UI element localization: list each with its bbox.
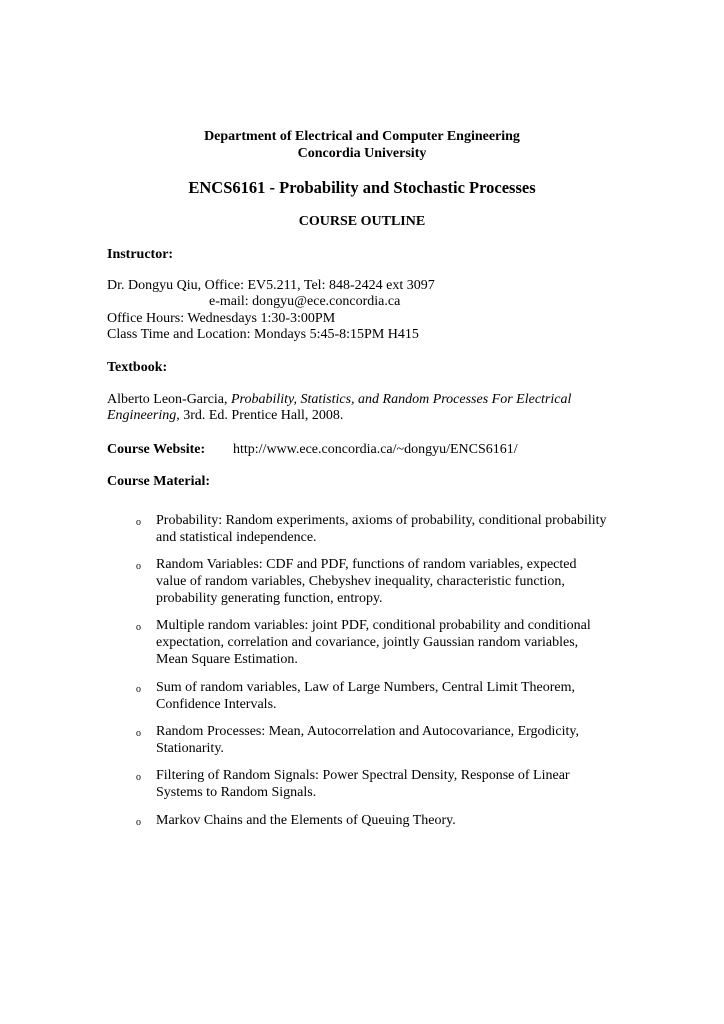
department-name: Department of Electrical and Computer Engineering [204,129,520,144]
list-item-line: Random Variables: CDF and PDF, functions of random variables, expected [156,557,577,572]
list-item-line: Markov Chains and the Elements of Queuing Theory. [156,813,456,828]
bullet-icon: o [136,772,141,783]
textbook-line-1 [107,391,571,408]
outline-label: COURSE OUTLINE [298,214,426,229]
textbook-title-part2: Engineering [107,408,177,423]
office-hours: Office Hours: Wednesdays 1:30-3:00PM [107,311,336,326]
university-name: Concordia University [297,146,427,161]
list-item-line: expectation, correlation and covariance, jointly Gaussian random variables, [156,635,579,650]
list-item-line: Random Processes: Mean, Autocorrelation and Autocovariance, Ergodicity, [156,724,580,739]
list-item-line: Confidence Intervals. [156,697,277,712]
list-item-line: Stationarity. [156,741,224,756]
instructor-heading: Instructor: [107,247,174,262]
textbook-line-2 [107,407,343,424]
list-item-line: Mean Square Estimation. [156,652,298,667]
textbook-title-part1: Probability, Statistics, and Random Processes For Electrical [231,392,572,407]
website-url-link[interactable]: http://www.ece.concordia.ca/~dongyu/ENCS6161/ [233,442,518,457]
bullet-icon: o [136,817,141,828]
list-item-line: Multiple random variables: joint PDF, conditional probability and conditional [156,618,591,633]
bullet-icon: o [136,684,141,695]
list-item-line: and statistical independence. [156,530,317,545]
list-item-line: value of random variables, Chebyshev inequality, characteristic function, [156,574,565,589]
instructor-email: e-mail: dongyu@ece.concordia.ca [209,294,401,309]
website-label: Course Website: [107,442,206,457]
bullet-icon: o [136,561,141,572]
list-item-line: Sum of random variables, Law of Large Numbers, Central Limit Theorem, [156,680,575,695]
bullet-icon: o [136,517,141,528]
list-item-line: Probability: Random experiments, axioms of probability, conditional probability [156,513,607,528]
bullet-icon: o [136,728,141,739]
instructor-office-line: Dr. Dongyu Qiu, Office: EV5.211, Tel: 848-2424 ext 3097 [107,278,435,293]
class-time-location: Class Time and Location: Mondays 5:45-8:15PM H415 [107,327,419,342]
bullet-icon: o [136,622,141,633]
textbook-author: Alberto Leon-Garcia, [107,392,231,407]
course-material-heading: Course Material: [107,474,211,489]
list-item-line: Systems to Random Signals. [156,785,317,800]
list-item-line: probability generating function, entropy. [156,591,383,606]
textbook-edition: , 3rd. Ed. Prentice Hall, 2008. [176,408,344,423]
textbook-heading: Textbook: [107,360,168,375]
course-title: ENCS6161 - Probability and Stochastic Processes [188,178,536,197]
list-item-line: Filtering of Random Signals: Power Spectral Density, Response of Linear [156,768,570,783]
